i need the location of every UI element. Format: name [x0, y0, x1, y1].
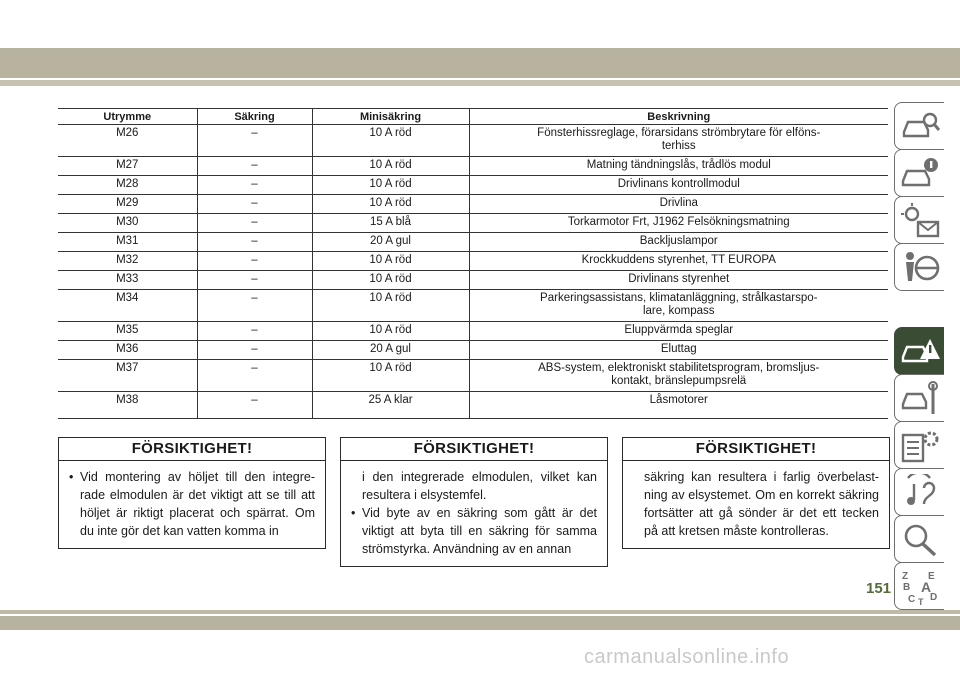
cell-space: M28 — [58, 176, 197, 195]
table-row — [58, 252, 888, 271]
cell-desc: Drivlina — [469, 195, 888, 214]
bullet-dot-icon: • — [351, 506, 356, 520]
desc-line-2: lare, kompass — [642, 305, 715, 317]
cell-desc — [469, 125, 888, 157]
cell-space: M35 — [58, 322, 197, 341]
tab-car-tools[interactable] — [894, 374, 944, 422]
table-row — [58, 360, 888, 392]
fuse-table — [58, 108, 888, 419]
cell-space: M26 — [58, 125, 197, 157]
svg-text:A: A — [921, 579, 932, 595]
tab-lights-message[interactable] — [894, 196, 944, 244]
car-warning-icon — [900, 333, 940, 371]
caution-text: Vid montering av höljet till den integre-rade elmodulen är det viktigt att se till att höljet är riktigt placerat och spärrat. Om du inte gör det kan vatten komma in — [80, 470, 315, 538]
cell-desc: Drivlinans kontrollmodul — [469, 176, 888, 195]
caution-text: i den integrerade elmodulen, vilket kan resultera i elsystemfel. — [362, 470, 597, 502]
cell-desc: Backljuslampor — [469, 233, 888, 252]
cell-mini: 15 A blå — [312, 214, 469, 233]
cell-space: M31 — [58, 233, 197, 252]
cell-mini: 10 A röd — [312, 125, 469, 157]
tab-car-warning[interactable] — [894, 327, 944, 375]
caution-paragraph — [351, 468, 597, 504]
tab-multimedia[interactable] — [894, 468, 944, 516]
cell-fuse: – — [197, 360, 312, 392]
cell-space: M27 — [58, 157, 197, 176]
header-band-line — [0, 80, 960, 86]
svg-text:C: C — [908, 594, 916, 605]
cell-space: M34 — [58, 290, 197, 322]
table-row — [58, 157, 888, 176]
cell-space: M37 — [58, 360, 197, 392]
watermark: carmanualsonline.info — [584, 646, 790, 668]
table-row — [58, 271, 888, 290]
caution-bullet — [69, 468, 315, 540]
cell-fuse: – — [197, 322, 312, 341]
multimedia-icon — [900, 474, 940, 512]
bullet-dot-icon: • — [69, 470, 74, 484]
tab-car-info[interactable] — [894, 149, 944, 197]
cell-fuse: – — [197, 195, 312, 214]
tab-car-search[interactable] — [894, 102, 944, 150]
index-icon — [900, 568, 940, 606]
cell-fuse: – — [197, 252, 312, 271]
column-header: Minisäkring — [312, 109, 469, 125]
settings-list-icon — [900, 427, 940, 465]
tab-airbag-steering[interactable] — [894, 243, 944, 291]
cell-fuse: – — [197, 341, 312, 360]
table-row — [58, 322, 888, 341]
cell-space: M38 — [58, 392, 197, 419]
desc-line-2: terhiss — [661, 140, 696, 152]
caution-title: FÖRSIKTIGHET! — [341, 438, 607, 461]
cell-fuse: – — [197, 125, 312, 157]
car-tools-icon — [900, 380, 940, 418]
cell-fuse: – — [197, 271, 312, 290]
cell-mini: 10 A röd — [312, 252, 469, 271]
table-row — [58, 176, 888, 195]
cell-fuse: – — [197, 214, 312, 233]
caution-title: FÖRSIKTIGHET! — [623, 438, 889, 461]
page-number: 151 — [866, 580, 892, 597]
car-search-icon — [900, 108, 940, 146]
caution-bullet — [351, 504, 597, 558]
cell-desc: Drivlinans styrenhet — [469, 271, 888, 290]
table-row — [58, 290, 888, 322]
table-row — [58, 195, 888, 214]
desc-line-1: Parkeringsassistans, klimatanläggning, strålkastarspo- — [540, 292, 818, 304]
column-header: Utrymme — [58, 109, 197, 125]
table-row — [58, 341, 888, 360]
cell-desc — [469, 360, 888, 392]
cell-mini: 10 A röd — [312, 290, 469, 322]
cell-desc: Matning tändningslås, trådlös modul — [469, 157, 888, 176]
desc-line-1: ABS-system, elektroniskt stabilitetsprogram, bromsljus- — [538, 362, 820, 374]
cell-mini: 20 A gul — [312, 341, 469, 360]
cell-fuse: – — [197, 233, 312, 252]
column-header: Säkring — [197, 109, 312, 125]
column-header: Beskrivning — [469, 109, 888, 125]
cell-fuse: – — [197, 290, 312, 322]
tab-index[interactable] — [894, 562, 944, 610]
footer-band — [0, 616, 960, 630]
tab-settings-list[interactable] — [894, 421, 944, 469]
caution-title: FÖRSIKTIGHET! — [59, 438, 325, 461]
desc-line-2: kontakt, bränslepumpsrelä — [611, 375, 747, 387]
cell-mini: 10 A röd — [312, 271, 469, 290]
cell-mini: 10 A röd — [312, 157, 469, 176]
cell-mini: 25 A klar — [312, 392, 469, 419]
svg-text:D: D — [930, 592, 938, 603]
caution-box-3 — [622, 437, 890, 549]
cell-fuse: – — [197, 176, 312, 195]
cell-desc: Låsmotorer — [469, 392, 888, 419]
cell-space: M30 — [58, 214, 197, 233]
caution-text: Vid byte av en säkring som gått är det viktigt att byta till en säkring för samma strömstyrka. Användning av en annan — [362, 506, 597, 556]
caution-box-1 — [58, 437, 326, 549]
desc-line-1: Fönsterhissreglage, förarsidans strömbrytare för elföns- — [537, 127, 821, 139]
cell-mini: 20 A gul — [312, 233, 469, 252]
cell-desc: Eluttag — [469, 341, 888, 360]
caution-text: säkring kan resultera i farlig överbelast-ning av elsystemet. Om en korrekt säkring fortsätter att gå sönder är det ett tecken på att kretsen måste kontrolleras. — [644, 470, 879, 538]
footer-band-line — [0, 610, 960, 614]
cell-space: M33 — [58, 271, 197, 290]
cell-desc: Torkarmotor Frt, J1962 Felsökningsmatning — [469, 214, 888, 233]
svg-text:T: T — [918, 597, 924, 606]
cell-desc: Krockkuddens styrenhet, TT EUROPA — [469, 252, 888, 271]
cell-space: M29 — [58, 195, 197, 214]
cell-mini: 10 A röd — [312, 176, 469, 195]
cell-desc — [469, 290, 888, 322]
caution-paragraph — [633, 468, 879, 540]
cell-mini: 10 A röd — [312, 322, 469, 341]
cell-fuse: – — [197, 392, 312, 419]
search-icon — [900, 521, 940, 559]
table-row — [58, 214, 888, 233]
cell-fuse: – — [197, 157, 312, 176]
car-info-icon — [900, 155, 940, 193]
lights-message-icon — [900, 202, 940, 240]
header-band — [0, 48, 960, 78]
svg-text:E: E — [928, 571, 935, 582]
cell-mini: 10 A röd — [312, 195, 469, 214]
cell-mini: 10 A röd — [312, 360, 469, 392]
table-header-row — [58, 109, 888, 125]
cell-desc: Eluppvärmda speglar — [469, 322, 888, 341]
cell-space: M36 — [58, 341, 197, 360]
svg-text:Z: Z — [902, 571, 909, 582]
table-row — [58, 125, 888, 157]
table-row — [58, 233, 888, 252]
cell-space: M32 — [58, 252, 197, 271]
svg-text:B: B — [903, 582, 911, 593]
tab-search[interactable] — [894, 515, 944, 563]
table-row — [58, 392, 888, 419]
caution-box-2 — [340, 437, 608, 567]
airbag-steering-icon — [900, 249, 940, 287]
